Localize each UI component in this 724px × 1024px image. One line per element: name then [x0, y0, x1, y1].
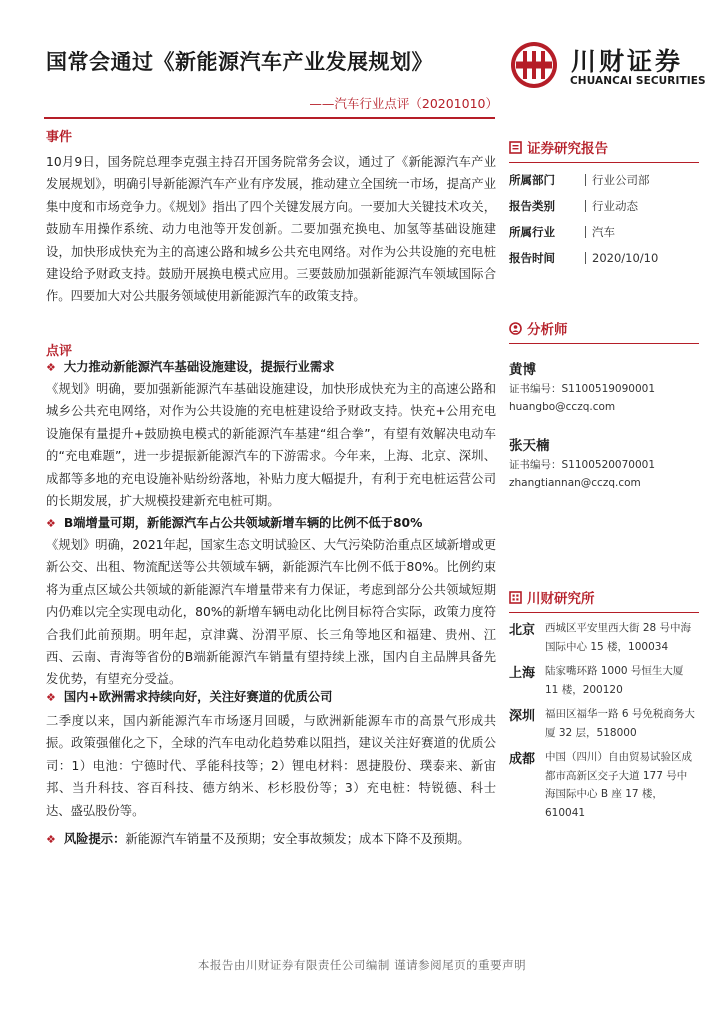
analysts-panel [509, 318, 699, 492]
info-row-department [509, 167, 699, 193]
office-beijing [509, 619, 699, 656]
analysts-rule [509, 343, 699, 344]
institute-rule [509, 612, 699, 613]
institute-building-icon [509, 591, 522, 604]
office-chengdu [509, 748, 699, 822]
office-address: 西城区平安里西大街 28 号中海国际中心 15 楼，100034 [545, 622, 692, 653]
report-info-rule [509, 162, 699, 163]
info-value: 2020/10/10 [585, 252, 658, 264]
analysts-heading-text: 分析师 [527, 322, 568, 338]
office-address: 陆家嘴环路 1000 号恒生大厦 11 楼，200120 [545, 665, 684, 696]
point-1-title-text: 大力推动新能源汽车基础设施建设，提振行业需求 [63, 360, 335, 374]
point-3-title-text: 国内+欧洲需求持续向好，关注好赛道的优质公司 [63, 690, 333, 704]
analyst-cert: 证书编号：S1100519090001 [509, 383, 656, 395]
analyst-name: 黄博 [509, 362, 536, 378]
diamond-bullet-icon: ❖ [46, 691, 56, 704]
office-city: 上海 [509, 666, 536, 681]
diamond-bullet-icon: ❖ [46, 517, 56, 530]
analyst-email[interactable]: zhangtiannan@cczq.com [509, 477, 641, 489]
analyst-person-icon [509, 322, 522, 335]
info-row-date [509, 245, 699, 271]
report-subtitle: ——汽车行业点评（20201010） [309, 96, 498, 111]
info-key: 报告时间 [509, 251, 555, 265]
comment-heading: 点评 [46, 344, 73, 359]
office-city: 成都 [509, 752, 536, 767]
info-key: 所属行业 [509, 225, 555, 239]
company-logo [509, 40, 709, 92]
analyst-email[interactable]: huangbo@cczq.com [509, 401, 616, 413]
office-shanghai [509, 662, 699, 699]
analyst-1 [509, 358, 699, 416]
point-2-title [46, 512, 496, 535]
chuancai-logo-icon [509, 40, 559, 90]
point-1-body: 《规划》明确，要加强新能源汽车基础设施建设，加快形成快充为主的高速公路和城乡公共充电网络，对作为公共设施的充电桩建设给予财政支持。快充+公用充电设施保有量提升+鼓励换电模式的新能源汽车基建“组合拳”，有望有效解决电动车的“充电难题”，进一步提振新能源汽车的下游需求。今年来，上海、北京、深圳、成都等多地的充电设施补贴纷纷落地，补贴力度大幅提升，有利于充电桩运营公司的长期发展，扩大规模投建新充电桩可期。 [46, 382, 496, 509]
office-city: 深圳 [509, 709, 536, 724]
institute-panel [509, 587, 699, 822]
diamond-bullet-icon: ❖ [46, 361, 56, 374]
report-info-rows [509, 167, 699, 271]
office-address: 福田区福华一路 6 号免税商务大厦 32 层，518000 [545, 708, 695, 739]
analyst-name: 张天楠 [509, 438, 550, 454]
info-value: 行业公司部 [585, 174, 650, 186]
logo-name-cn: 川财证券 [571, 47, 684, 76]
info-row-industry [509, 219, 699, 245]
info-value: 汽车 [585, 226, 615, 238]
event-heading: 事件 [46, 130, 73, 145]
office-city: 北京 [509, 623, 536, 638]
report-title: 国常会通过《新能源汽车产业发展规划》 [46, 50, 433, 74]
info-row-category [509, 193, 699, 219]
institute-heading-text: 川财研究所 [527, 591, 595, 607]
logo-name-en: CHUANCAI SECURITIES [570, 75, 706, 87]
analyst-2 [509, 434, 699, 492]
point-3-body: 二季度以来，国内新能源汽车市场逐月回暖，与欧洲新能源车市的高景气形成共振。政策强催化之下，全球的汽车电动化趋势难以阻挡，建议关注好赛道的优质公司：1）电池：宁德时代、孚能科技等；2）锂电材料：恩捷股份、璞泰来、新宙邦、当升科技、容百科技、德方纳米、杉杉股份等；3）充电桩：特锐德、科士达、盛弘股份等。 [46, 714, 496, 818]
point-3-title [46, 686, 496, 709]
analysts-heading [509, 318, 699, 338]
office-shenzhen [509, 705, 699, 742]
report-info-heading-text: 证券研究报告 [527, 141, 608, 157]
info-value: 行业动态 [585, 200, 638, 212]
report-info-heading [509, 137, 699, 157]
event-paragraph: 10月9日，国务院总理李克强主持召开国务院常务会议，通过了《新能源汽车产业发展规划》，明确引导新能源汽车产业有序发展，推动建立全国统一市场，提高产业集中度和市场竞争力。《规划》指出了四个关键发展方向。一要加大关键技术攻关，鼓励车用操作系统、动力电池等开发创新。二要加强充换电、加氢等基础设施建设，加快形成快充为主的高速公路和城乡公共充电网络。对作为公共设施的充电桩建设给予财政支持。鼓励开展换电模式应用。三要鼓励加强新能源汽车领域国际合作。四要加大对公共服务领域使用新能源汽车的政策支持。 [46, 155, 496, 304]
office-address: 中国（四川）自由贸易试验区成都市高新区交子大道 177 号中海国际中心 B 座 17 楼，610041 [545, 751, 692, 819]
risk-text: 新能源汽车销量不及预期；安全事故频发；成本下降不及预期。 [125, 832, 470, 846]
report-info-panel [509, 137, 699, 271]
diamond-bullet-icon: ❖ [46, 833, 56, 846]
point-2-title-text: B端增量可期，新能源汽车占公共领域新增车辆的比例不低于80% [63, 516, 423, 530]
point-2-body: 《规划》明确，2021年起，国家生态文明试验区、大气污染防治重点区域新增或更新公交、出租、物流配送等公共领域车辆，新能源汽车比例不低于80%。比例约束将为重点区域公共领域的新能源汽车增量带来有力保证，考虑到部分公共领域短期内仍难以完全实现电动化，80%的新增车辆电动化比例目标符合实际，政策力度符合我们此前预期。明年起，京津冀、汾渭平原、长三角等地区和福建、贵州、江西、云南、青海等省份的B端新能源汽车销量有望持续上涨，国内自主品牌具备先发优势，有望充分受益。 [46, 538, 496, 687]
institute-heading [509, 587, 699, 607]
page-footer: 本报告由川财证券有限责任公司编制 谨请参阅尾页的重要声明 [197, 958, 527, 972]
info-key: 所属部门 [509, 173, 555, 187]
report-book-icon [509, 141, 522, 154]
risk-line [46, 828, 496, 851]
analyst-cert: 证书编号：S1100520070001 [509, 459, 656, 471]
point-1-title [46, 356, 496, 379]
risk-label: 风险提示： [63, 832, 126, 846]
info-key: 报告类别 [509, 199, 555, 213]
header-divider [44, 117, 495, 119]
